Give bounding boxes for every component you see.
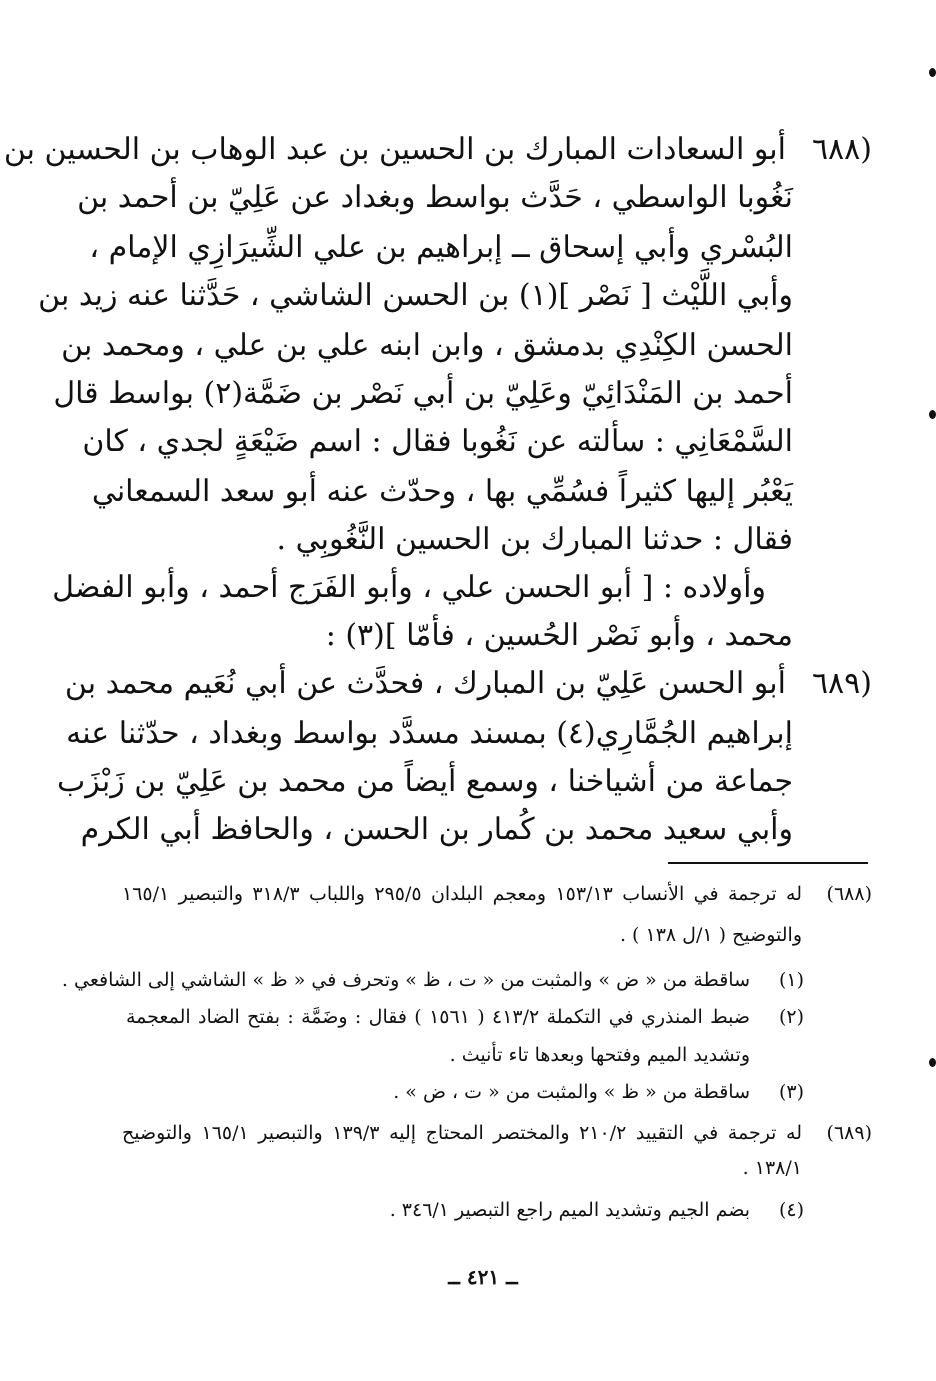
- page-number: ــ ٤٢١ ــ: [448, 1265, 518, 1289]
- footnote-number: (٤): [778, 1199, 804, 1221]
- footnote-number: (٦٨٨): [826, 883, 872, 905]
- margin-dot: [929, 410, 936, 419]
- text-line: وأولاده : [ أبو الحسن علي ، وأبو الفَرَج أحمد ، وأبو الفضل: [52, 570, 766, 605]
- text-line: جماعة من أشياخنا ، وسمع أيضاً من محمد بن عَلِيّ بن زَبْزَب: [57, 764, 793, 799]
- footnote-line: وتشديد الميم وفتحها وبعدها تاء تأنيث .: [449, 1044, 750, 1066]
- entry-number: (٦٨٩: [811, 666, 872, 701]
- text-line: أحمد بن المَنْدَائِيّ وعَلِيّ بن أبي نَصْر بن ضَمَّة(٢) بواسط قال: [53, 376, 793, 411]
- text-line: السَّمْعَانِي : سألته عن نَغُوبا فقال : اسم ضَيْعَةٍ لجدي ، كان: [82, 424, 793, 459]
- text-line: محمد ، وأبو نَصْر الحُسين ، فأمّا ](٣) :: [325, 618, 793, 653]
- text-line: البُسْري وأبي إسحاق ــ إبراهيم بن علي الشِّيرَازِي الإمام ،: [89, 230, 793, 265]
- footnote-number: (١): [778, 969, 804, 991]
- footnote-number: (٣): [778, 1081, 804, 1103]
- text-line: الحسن الكِنْدِي بدمشق ، وابن ابنه علي بن علي ، ومحمد بن: [61, 328, 793, 363]
- text-line: يَعْبُر إليها كثيراً فسُمِّي بها ، وحدّث عنه أبو سعد السمعاني: [91, 474, 793, 509]
- text-line: أبو السعادات المبارك بن الحسين بن عبد الوهاب بن الحسين بن: [3, 132, 786, 167]
- footnote-number: (٢): [778, 1006, 804, 1028]
- footnote-line: له ترجمة في التقييد ٢١٠/٢ والمختصر المحتاج إليه ١٣٩/٣ والتبصير ١٦٥/١ والتوضيح: [122, 1122, 803, 1144]
- footnote-line: ساقطة من « ض » والمثبت من « ت ، ظ » وتحرف في « ظ » الشاشي إلى الشافعي .: [61, 969, 750, 991]
- text-line: وأبي سعيد محمد بن كُمار بن الحسن ، والحافظ أبي الكرم: [80, 812, 793, 847]
- entry-number: (٦٨٨: [811, 132, 872, 167]
- footnote-separator: [668, 862, 868, 864]
- margin-dot: [929, 1058, 936, 1067]
- footnote-line: ضبط المنذري في التكملة ٤١٣/٢ ( ١٥٦١ ) فقال : وضَمَّة : بفتح الضاد المعجمة: [126, 1006, 750, 1028]
- footnote-line: والتوضيح ( ١/ل ١٣٨ ) .: [619, 924, 802, 946]
- text-line: أبو الحسن عَلِيّ بن المبارك ، فحدَّث عن أبي نُعَيم محمد بن: [64, 666, 786, 701]
- footnote-line: بضم الجيم وتشديد الميم راجع التبصير ٣٤٦/١ .: [389, 1199, 750, 1221]
- footnote-line: له ترجمة في الأنساب ١٥٣/١٣ ومعجم البلدان ٢٩٥/٥ واللباب ٣١٨/٣ والتبصير ١٦٥/١: [122, 883, 802, 905]
- footnote-number: (٦٨٩): [826, 1122, 872, 1144]
- footnote-line: ١٣٨/١ .: [742, 1157, 802, 1179]
- text-line: نَغُوبا الواسطي ، حَدَّث بواسط وبغداد عن عَلِيّ بن أحمد بن: [77, 180, 793, 215]
- text-line: إبراهيم الجُمَّارِي(٤) بمسند مسدَّد بواسط وبغداد ، حدّثنا عنه: [66, 716, 793, 751]
- margin-dot: [929, 68, 936, 77]
- footnote-line: ساقطة من « ظ » والمثبت من « ت ، ض » .: [393, 1081, 750, 1103]
- text-line: وأبي اللَّيْث [ نَصْر ](١) بن الحسن الشاشي ، حَدَّثنا عنه زيد بن: [38, 278, 793, 313]
- text-line: فقال : حدثنا المبارك بن الحسين النَّغُوبِي .: [276, 522, 793, 557]
